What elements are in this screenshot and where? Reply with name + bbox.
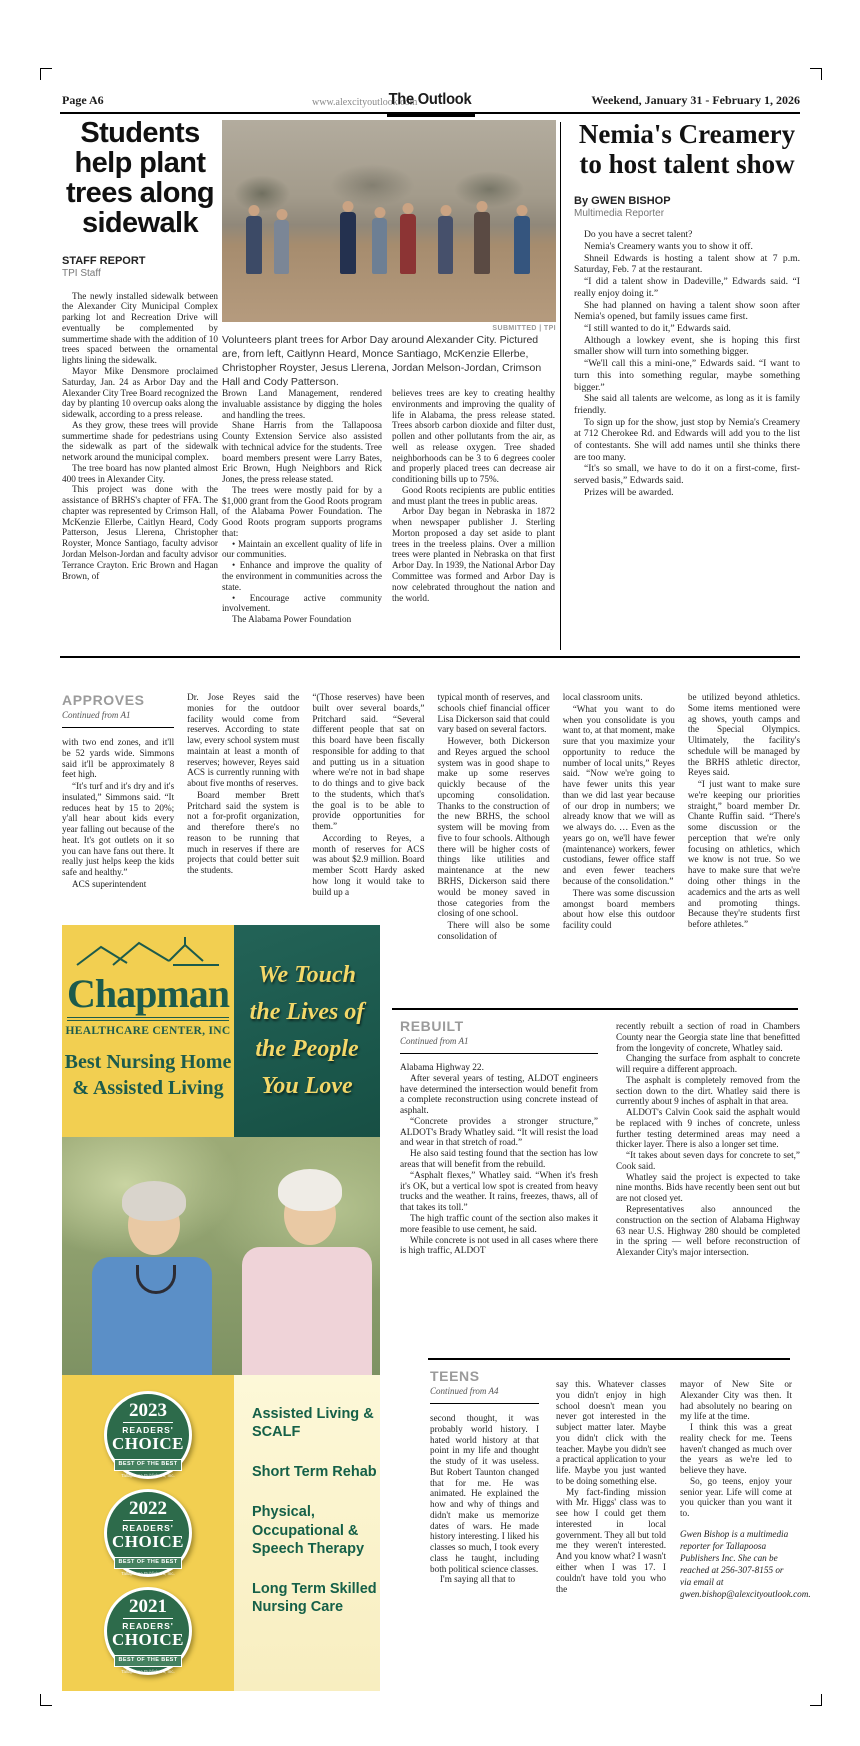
paragraph: local classroom units. <box>562 692 643 702</box>
trees-headline: Students help plant trees along sidewalk <box>65 117 215 240</box>
paragraph: “It takes about seven days for concrete to set,” Cook said. <box>616 1150 800 1171</box>
trees-body-mid-2 <box>392 388 555 603</box>
ad-left-tagline: Best Nursing Home & Assisted Living <box>64 1051 232 1099</box>
paragraph: with two end zones, and it'll be 52 yards wide. Simmons said it'll be approximately 8 feet high. <box>62 737 175 780</box>
approves-slug: APPROVES <box>62 692 145 708</box>
badge-ribbon: BEST OF THE BEST <box>114 1557 183 1569</box>
paragraph: “We'll call this a mini-one,” Edwards said. “I want to turn this into something regular, maybe something bigger.” <box>574 358 800 393</box>
person-figure <box>438 216 453 274</box>
person-figure <box>340 212 356 274</box>
paragraph: Mayor Mike Densmore proclaimed Saturday, Jan. 24 as Arbor Day and the Alexander City Tree Board recognized the day by planting 10 overcup oaks along the sidewalk, according to a press release. <box>62 365 218 420</box>
byline-name: By GWEN BISHOP <box>574 195 671 208</box>
paragraph: Whatley said the project is expected to take nine months. Bids have recently been sent out but are not closed yet. <box>616 1171 800 1204</box>
paragraph: the Lives of <box>249 998 365 1025</box>
approves-section <box>62 692 800 943</box>
paragraph: I'm saying all that to <box>440 1574 516 1585</box>
paragraph: The Alabama Power Foundation <box>232 614 352 625</box>
rebuilt-continued: Continued from A1 <box>400 1036 469 1046</box>
paragraph: Shneil Edwards is hosting a talent show at 7 p.m. Saturday, Feb. 7 at the restaurant. <box>574 252 800 276</box>
crop-mark <box>40 68 52 80</box>
photo-credit: SUBMITTED | TPI <box>492 325 556 332</box>
approves-body-1 <box>62 737 174 890</box>
paragraph: My fact-finding mission with Mr. Higgs' class was to see how I could get them interested in local government. They all but told me they weren't interested. And you know what? I wasn't either when I was 17. I couldn't have told you who the <box>556 1486 666 1594</box>
slug-rule <box>400 1053 598 1054</box>
approves-column-2 <box>187 692 299 943</box>
photo-caption: Volunteers plant trees for Arbor Day around Alexander City. Pictured are, from left, Caitlynn Heard, Monce Santiago, McKenzie Ellerbe, Christopher Royster, Jesus Llerena, Jordan Melson-Jordan, Crimson Hall and Cody Patterson. <box>222 334 542 388</box>
person-figure <box>274 220 289 274</box>
page-number: Page A6 <box>62 93 104 107</box>
paragraph: While concrete is not used in all cases where there is high traffic, ALDOT <box>400 1235 598 1257</box>
paragraph: mayor of New Site or Alexander City was then. It had absolutely no bearing on my life at the time. <box>680 1379 792 1422</box>
paragraph: This project was done with the assistance of BRHS's chapter of FFA. The chapter was represented by Crimson Hall, McKenzie Ellerbe, Caitlyn Heard, Cody Patterson, Jesus Llerena, Christopher Royster, Monce Santiago, faculty advisor Jordan Melson-Jordan and faculty advisor Terrance Crayton. Eric Brown and Hagan Brown, of <box>62 484 218 581</box>
ad-services-list <box>234 1375 380 1691</box>
paragraph: Prizes will be awarded. <box>584 486 674 498</box>
paragraph: • Enhance and improve the quality of the environment in communities across the state. <box>222 560 382 592</box>
ad-slogan-panel <box>234 925 380 1137</box>
teens-column-3 <box>680 1379 811 1601</box>
badge-readers: READERS' <box>122 1523 174 1533</box>
paragraph: ALDOT's Calvin Cook said the asphalt would be replaced with 9 inches of concrete, unless further testing determined areas may need a thicker layer. There is also a longer set time. <box>616 1107 800 1150</box>
person-figure <box>514 216 530 274</box>
resident-hair <box>278 1169 342 1211</box>
ad-top-row <box>62 925 380 1137</box>
chapman-logo-panel <box>62 925 234 1137</box>
paragraph: • Encourage active community involvement. <box>222 592 382 614</box>
paragraph: Nemia's Creamery wants you to show it off. <box>584 241 753 253</box>
badge-publisher: Tallapoosa Publishers, Inc. <box>121 1668 175 1674</box>
paragraph: She said all talents are welcome, as long as it is family friendly. <box>574 393 800 416</box>
paragraph: Alabama Highway 22. <box>400 1063 484 1073</box>
paragraph: After several years of testing, ALDOT engineers have determined the intersection would benefit from a complete reconstruction using concrete instead of asphalt. <box>400 1073 598 1117</box>
crop-mark <box>810 1694 822 1706</box>
approves-column-4 <box>438 692 550 943</box>
person-figure <box>246 216 262 274</box>
paragraph: typical month of reserves, and schools chief financial officer Lisa Dickerson said that could vary based on several factors. <box>437 692 550 735</box>
paragraph: You Love <box>261 1073 353 1100</box>
paragraph: There will also be some consolidation of <box>437 920 550 941</box>
section-rule <box>60 656 800 658</box>
paragraph: Brown Land Management, rendered invaluable assistance by digging the holes and handling the trees. <box>222 388 382 420</box>
ad-photo <box>62 1137 380 1375</box>
masthead: The Outlook <box>388 91 472 108</box>
rebuilt-column-1 <box>400 1018 598 1257</box>
byline-org: TPI Staff <box>62 267 101 279</box>
paragraph: Physical, Occupational & Speech Therapy <box>252 1504 365 1557</box>
paragraph: ACS superintendent <box>72 878 147 889</box>
ad-bottom-row <box>62 1375 380 1691</box>
badge-choice: CHOICE <box>112 1532 184 1552</box>
crop-mark <box>810 68 822 80</box>
paragraph: Short Term Rehab <box>252 1464 377 1481</box>
chapman-wordmark: Chapman <box>67 974 229 1021</box>
edition-date: Weekend, January 31 - February 1, 2026 <box>591 93 800 107</box>
paragraph: “(Those reserves) have been built over several boards,” Pritchard said. “Several different people that sat on this board have been fiscally responsible for adding to that and putting us in a situation where we're not in bad shape to do things and to give back to the students, which that's the goal is to be able to provide opportunities for them.” <box>312 692 425 832</box>
badge-ribbon: BEST OF THE BEST <box>114 1459 183 1471</box>
teens-body-1 <box>430 1413 539 1585</box>
rooftop-illustration <box>73 935 223 969</box>
nurse-hair <box>122 1181 186 1221</box>
teens-column-1 <box>430 1368 539 1585</box>
paragraph: “I did a talent show in Dadeville,” Edwards said. “I really enjoy doing it.” <box>574 276 800 299</box>
paragraph: be utilized beyond athletics. Some items mentioned were ag shows, youth camps and the Special Olympics. Ultimately, the facility's schedule will be managed by the BRHS athletic director, Reyes said. <box>687 692 801 778</box>
paragraph: the People <box>255 1036 359 1062</box>
paragraph: “Concrete provides a stronger structure,” ALDOT's Brady Whatley said. “It will resist the load and wear in that stretch of road.” <box>400 1116 598 1149</box>
badge-ribbon: BEST OF THE BEST <box>114 1655 183 1667</box>
badge-year: 2023 <box>123 1401 173 1423</box>
paragraph: believes trees are key to creating healthy environments and improving the quality of life in Alabama, the press release stated. Trees absorb carbon dioxide and filter dust, pollen and other pollutants from the air, as well as release oxygen. Tree shaded neighborhoods can be 3 to 6 degrees cooler and properly placed trees can decrease air conditioning bills up to 75%. <box>392 388 555 485</box>
paragraph: He also said testing found that the section has low areas that will benefit from the rebuild. <box>400 1149 598 1171</box>
talent-headline: Nemia's Creamery to host talent show <box>578 119 796 179</box>
person-figure <box>474 212 490 274</box>
teens-column-2 <box>556 1379 666 1594</box>
slug-rule <box>62 727 174 728</box>
website-url: www.alexcityoutlook.com <box>312 97 418 108</box>
paragraph: Board member Brett Pritchard said the system is not a for-profit organization, and therefore there's no reason to be running that much in reserves if there are projects that could better suit the students. <box>187 789 300 876</box>
readers-choice-badge-2021 <box>104 1587 192 1675</box>
paragraph: say this. Whatever classes you didn't enjoy in high school doesn't mean you never got interested in the subject matter later. Maybe you didn't click with the teacher. Maybe you didn't see a practical application to your life. Maybe you just wanted to be doing something else. <box>556 1379 666 1486</box>
paragraph: As they grow, these trees will provide summertime shade for pedestrians using the sidewalk as part of the sidewalk network around the municipal complex. <box>62 419 218 463</box>
trees-body-left <box>62 291 218 582</box>
column-divider <box>560 122 561 650</box>
resident-figure <box>242 1247 372 1375</box>
byline-role: Multimedia Reporter <box>574 208 665 220</box>
badge-choice: CHOICE <box>112 1630 184 1650</box>
paragraph: Assisted Living & SCALF <box>252 1406 374 1441</box>
paragraph: However, both Dickerson and Reyes argued the school system was in good shape to make up some reserves quickly because of the upcoming consolidation. Thanks to the construction of the new BRHS, the school system will be moving from five to four schools. Although there will be higher costs of things like utilities and maintenance at the new BRHS, Dickerson said there would be money saved in those categories from the closing of one school. <box>437 736 550 919</box>
chapman-subtitle: HEALTHCARE CENTER, INC <box>65 1025 231 1037</box>
paragraph: “What you want to do when you consolidate is you want to, at that moment, make sure that you maximize your opportunity to reduce the number of local units,” Reyes said. “Now we're going to have fewer units this year than we did last year because of our drop in numbers; we already know that we will as we always do. … Even as the years go on, we'll have fewer (maintenance) workers, fewer custodians, fewer office staff and even fewer teachers because of the consolidation.” <box>562 703 675 887</box>
readers-choice-badges <box>62 1375 234 1691</box>
approves-column-1 <box>62 692 174 943</box>
paragraph: “It's so small, we have to do it on a first-come, first-served basis,” Edwards said. <box>574 463 800 487</box>
chapman-advertisement <box>62 925 380 1691</box>
paragraph: Arbor Day began in Nebraska in 1872 when newspaper publisher J. Sterling Morton proposed a day set aside to plant trees in the treeless plains. Over a million trees were planted in Nebraska on that first Arbor Day. In 1939, the National Arbor Day Committee was formed and Arbor Day is now celebrated throughout the nation and the world. <box>392 506 555 603</box>
paragraph: second thought, it was probably world history. I hated world history at that point in my life and thought the study of it was useless. But Robert Taunton changed that for me. He was animated. He explained the how and why of things and didn't make us memorize dates of wars. He made history interesting. I liked his classes so much, I took every class he taught, including both political science classes. <box>430 1413 539 1574</box>
paragraph: So, go teens, enjoy your senior year. Life will come at you quicker than you want it to. <box>680 1475 792 1519</box>
teens-slug: TEENS <box>430 1368 480 1384</box>
approves-column-6 <box>688 692 800 943</box>
paragraph: “I still wanted to do it,” Edwards said. <box>584 323 731 334</box>
paragraph: “I just want to make sure we're keeping our priorities straight,” board member Dr. Chante Ruffin said. “There's some discussion or the perception that we're only focusing on athletics, which we know is not true. So we have to make sure that we're doing other things in the academics and the arts as well and promoting things. Because they're students first before athletes.” <box>687 779 801 930</box>
badge-year: 2022 <box>123 1499 173 1521</box>
photo-tree-line <box>222 120 556 225</box>
paragraph: To sign up for the show, just stop by Nemia's Creamery at 712 Cherokee Rd. and Edwards will add you to the list of contestants. She will add names until she thinks there are too many. <box>574 416 800 463</box>
teens-top-rule <box>428 1358 790 1360</box>
paragraph: There was some discussion amongst board members about how else this outdoor facility could <box>562 887 675 931</box>
paragraph: We Touch <box>257 961 356 988</box>
person-figure <box>372 218 387 274</box>
crop-mark <box>40 1694 52 1706</box>
trees-body-mid-1 <box>222 388 382 625</box>
rebuilt-slug: REBUILT <box>400 1018 464 1034</box>
arbor-day-photo <box>222 120 556 322</box>
rebuilt-column-2 <box>616 1021 800 1258</box>
readers-choice-badge-2022 <box>104 1489 192 1577</box>
rebuilt-body-1 <box>400 1063 598 1257</box>
rebuilt-top-rule <box>392 1008 798 1010</box>
paragraph: The newly installed sidewalk between the Alexander City Municipal Complex parking lot and Recreation Drive will eventually be complemented by summertime shade with the addition of 10 trees spaced between the ornamental lights lining the sidewalk. <box>62 290 218 366</box>
approves-column-3 <box>312 692 424 943</box>
trees-article-left-column <box>62 118 218 581</box>
badge-readers: READERS' <box>122 1621 174 1631</box>
paragraph: “Asphalt flexes,” Whatley said. “When it's fresh it's OK, but a vertical low spot is created from heavy trucks and the weather. It rains, freezes, thaws, all of that takes its toll.” <box>400 1170 598 1214</box>
talent-byline <box>574 195 800 219</box>
badge-publisher: Tallapoosa Publishers, Inc. <box>121 1570 175 1576</box>
masthead-underline <box>387 114 475 117</box>
badge-year: 2021 <box>123 1597 173 1619</box>
talent-article <box>574 120 800 499</box>
paragraph: Representatives also announced the construction on the section of Alabama Highway 63 near U.S. Highway 280 should be completed in the spring — well before reconstruction of Alexander City's major intersection. <box>616 1204 800 1258</box>
paragraph: Long Term Skilled Nursing Care <box>252 1580 377 1615</box>
teens-continued: Continued from A4 <box>430 1386 499 1396</box>
badge-readers: READERS' <box>122 1425 174 1435</box>
readers-choice-badge-2023 <box>104 1391 192 1479</box>
person-figure <box>400 214 416 274</box>
paragraph: Dr. Jose Reyes said the monies for the outdoor facility would come from reserves. According to state law, every school system must maintain at least a month of reserves; however, Reyes said ACS is currently running with about five months of reserves. <box>187 692 300 789</box>
paragraph: The asphalt is completely removed from the section down to the dirt. Whatley said there is currently about 9 inches of asphalt in that area. <box>616 1074 800 1107</box>
paragraph: The tree board has now planted almost 400 trees in Alexander City. <box>62 462 218 484</box>
author-tagline: Gwen Bishop is a multimedia reporter for Tallapoosa Publishers Inc. She can be reached at 256-307-8155 or via email at gwen.bishop@alexcityoutlook.com. <box>680 1528 811 1599</box>
trees-byline <box>62 255 218 279</box>
paragraph: Shane Harris from the Tallapoosa County Extension Service also assisted with technical advice for the students. Tree board members present were Larry Bates, Eric Brown, Hugh Neighbors and Rick Jones, the press release stated. <box>222 420 382 485</box>
badge-choice: CHOICE <box>112 1434 184 1454</box>
paragraph: Do you have a secret talent? <box>584 229 693 241</box>
approves-continued: Continued from A1 <box>62 710 131 720</box>
paragraph: Good Roots recipients are public entities and must plant the trees in public areas. <box>392 484 555 506</box>
paragraph: I think this was a great reality check for me. Teens haven't changed as much over the years as we're led to believe they have. <box>680 1422 792 1476</box>
paragraph: The high traffic count of the section also makes it more feasible to use cement, he said. <box>400 1213 598 1235</box>
paragraph: According to Reyes, a month of reserves for ACS was about $2.9 million. Board member Scott Hardy asked how long it would take to build up a <box>312 832 425 897</box>
paragraph: Changing the surface from asphalt to concrete will require a different approach. <box>616 1053 800 1075</box>
teens-body-3 <box>680 1379 792 1519</box>
paragraph: • Maintain an excellent quality of life in our communities. <box>222 538 382 560</box>
byline-name: STAFF REPORT <box>62 254 146 267</box>
paragraph: recently rebuilt a section of road in Chambers County near the Georgia state line that benefitted from the longevity of concrete, Whatley said. <box>616 1021 800 1053</box>
approves-column-5 <box>563 692 675 943</box>
slug-rule <box>430 1403 539 1404</box>
paragraph: “It's turf and it's dry and it's insulated,” Simmons said. “It reduces heat by 15 to 20%; y'all hear about kids every year falling out because of the heat. It's got outlets on it so you can have fans out there. It really just helps keep the kids safe and healthy.” <box>62 781 175 878</box>
badge-publisher: Tallapoosa Publishers, Inc. <box>121 1472 175 1478</box>
paragraph: The trees were mostly paid for by a $1,000 grant from the Good Roots program of the Alabama Power Foundation. The Good Roots program supports programs that: <box>222 484 382 538</box>
talent-body <box>574 229 800 498</box>
page-header <box>60 86 800 114</box>
paragraph: Although a lowkey event, she is hoping this first smaller show will turn into something bigger. <box>574 334 800 358</box>
paragraph: She had planned on having a talent show soon after Nemia's opened, but family issues came first. <box>574 299 800 323</box>
